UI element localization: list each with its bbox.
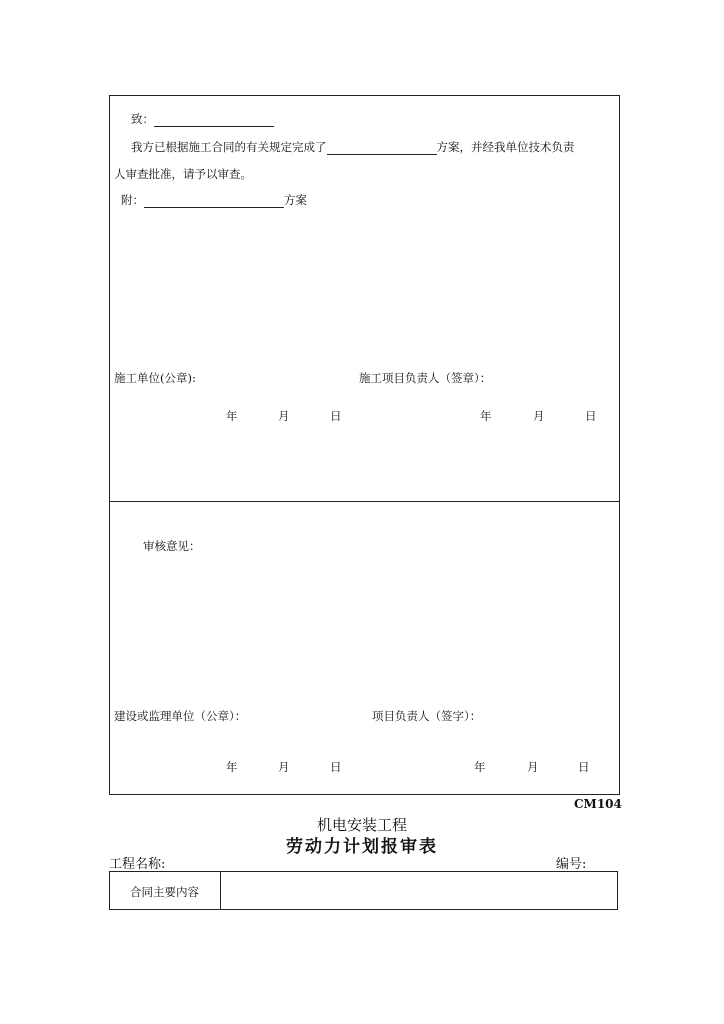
supervisor-label: 建设或监理单位（公章）： bbox=[114, 709, 247, 723]
date-month-4: 月 bbox=[527, 760, 539, 774]
date-day-2: 日 bbox=[585, 409, 597, 423]
section-divider bbox=[109, 501, 620, 502]
to-line bbox=[131, 111, 274, 127]
recipient-blank bbox=[154, 114, 274, 127]
next-form-subtitle: 机电安装工程 bbox=[316, 816, 407, 834]
form-code: CM104 bbox=[574, 797, 622, 811]
request-line-1 bbox=[131, 139, 575, 155]
date-year-1: 年 bbox=[226, 409, 238, 423]
date-year-4: 年 bbox=[474, 760, 486, 774]
to-label: 致： bbox=[131, 112, 154, 126]
request-line-2: 人审查批准，请予以审查。 bbox=[114, 167, 252, 181]
attach-suffix: 方案 bbox=[284, 193, 307, 207]
date-month-1: 月 bbox=[278, 409, 290, 423]
date-day-3: 日 bbox=[330, 760, 342, 774]
next-form-title: 劳动力计划报审表 bbox=[286, 837, 438, 857]
contractor-label: 施工单位(公章): bbox=[114, 371, 196, 385]
date-month-2: 月 bbox=[533, 409, 545, 423]
date-year-2: 年 bbox=[480, 409, 492, 423]
attach-label: 附： bbox=[121, 193, 144, 207]
project-name-label: 工程名称: bbox=[109, 857, 166, 872]
contract-table-divider bbox=[220, 871, 221, 910]
date-day-4: 日 bbox=[578, 760, 590, 774]
request-prefix: 我方已根据施工合同的有关规定完成了 bbox=[131, 140, 327, 154]
date-month-3: 月 bbox=[278, 760, 290, 774]
attach-line bbox=[121, 192, 307, 208]
date-year-3: 年 bbox=[226, 760, 238, 774]
date-day-1: 日 bbox=[330, 409, 342, 423]
plan-name-blank bbox=[327, 142, 437, 155]
review-label: 审核意见： bbox=[143, 539, 201, 553]
contract-content-label: 合同主要内容 bbox=[130, 885, 199, 899]
project-lead-label: 项目负责人（签字）： bbox=[372, 709, 482, 723]
project-manager-label: 施工项目负责人（签章）： bbox=[359, 371, 492, 385]
attachment-blank bbox=[144, 195, 284, 208]
number-label: 编号: bbox=[556, 857, 587, 872]
request-suffix: 方案，并经我单位技术负责 bbox=[436, 140, 575, 154]
